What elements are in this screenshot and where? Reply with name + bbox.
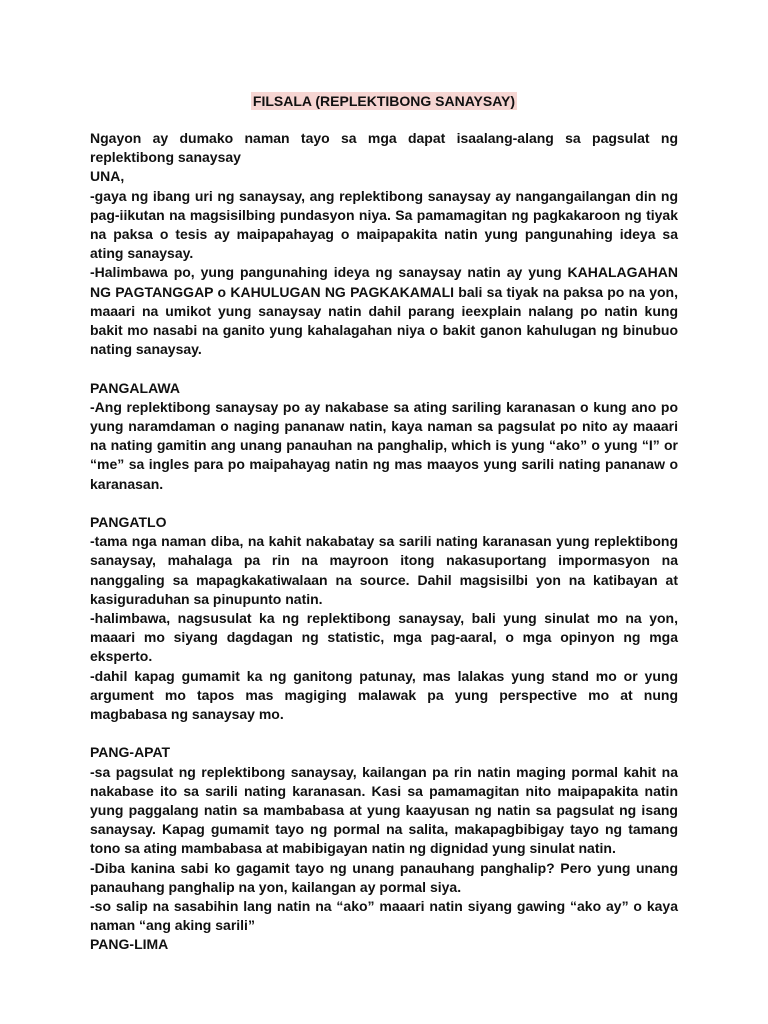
pang-apat-paragraph-1: -sa pagsulat ng replektibong sanaysay, kailangan pa rin natin maging pormal kahit na nakabase ito sa sarili nating karanasan. Kasi sa pamamagitan nito maipapakita natin yung paggalang natin sa mambabasa at yung kaayusan ng natin sa pagsulat ng isang sanaysay. Kapag gumamit tayo ng pormal na salita, makapagbibigay tayo ng tamang tono sa ating mambabasa at mabibigayan natin ng dignidad yung sinulat natin. bbox=[90, 763, 678, 857]
spacer bbox=[90, 494, 678, 513]
title-container bbox=[90, 92, 678, 111]
pangalawa-paragraph-1: -Ang replektibong sanaysay po ay nakabase sa ating sariling karanasan o kung ano po yung naramdaman o naging pananaw natin, kaya naman sa pagsulat po nito ay maaari na nating gamitin ang unang panauhan na panghalip, which is yung “ako” o yung “I” or “me” sa ingles para po maipahayag natin ng mas maayos yung sarili nating pananaw o karanasan. bbox=[90, 398, 678, 492]
section-heading-pangatlo: PANGATLO bbox=[90, 514, 167, 531]
section-heading-una: UNA, bbox=[90, 168, 125, 185]
una-paragraph-1: -gaya ng ibang uri ng sanaysay, ang replektibong sanaysay ay nangangailangan din ng pag-iikutan na magsisilbing pundasyon niya. Sa pamamagitan ng pagkakaroon ng tiyak na paksa o tesis ay maipapahayag o maipapakita natin yung pangunahing ideya sa ating sanaysay. bbox=[90, 187, 678, 262]
section-heading-pang-lima: PANG-LIMA bbox=[90, 936, 169, 953]
spacer bbox=[90, 724, 678, 743]
pangatlo-paragraph-3: -dahil kapag gumamit ka ng ganitong patunay, mas lalakas yung stand mo or yung argument mo tapos mas magiging malawak pa yung perspective mo at nung magbabasa ng sanaysay mo. bbox=[90, 667, 678, 723]
pangatlo-paragraph-1: -tama nga naman diba, na kahit nakabatay sa sarili nating karanasan yung replektibong sanaysay, mahalaga pa rin na mayroon itong nakasuportang impormasyon na nanggaling sa mapagkakatiwalaan na source. Dahil magsisilbi yon na katibayan at kasiguraduhan sa pinupunto natin. bbox=[90, 533, 678, 607]
una-paragraph-2: -Halimbawa po, yung pangunahing ideya ng sanaysay natin ay yung KAHALAGAHAN NG PAGTANGGAP o KAHULUGAN NG PAGKAKAMALI bali sa tiyak na paksa po na yon, maaari na umikot yung sanaysay natin dahil parang ieexplain nalang po natin kung bakit mo nasabi na ganito yung kahalagahan niya o bakit ganon kahulugan ng binubuo nating sanaysay. bbox=[90, 264, 678, 358]
pang-apat-paragraph-2: -Diba kanina sabi ko gagamit tayo ng unang panauhang panghalip? Pero yung unang panauhang panghalip na yon, kailangan ay pormal siya. bbox=[90, 859, 678, 895]
spacer bbox=[90, 359, 678, 378]
pangatlo-paragraph-2: -halimbawa, nagsusulat ka ng replektibong sanaysay, bali yung sinulat mo na yon, maaari mo siyang dagdagan ng statistic, mga pag-aaral, o mga opinyon ng mga eksperto. bbox=[90, 610, 678, 665]
section-heading-pang-apat: PANG-APAT bbox=[90, 744, 171, 761]
intro-paragraph: Ngayon ay dumako naman tayo sa mga dapat isaalang-alang sa pagsulat ng replektibong sanaysay bbox=[90, 130, 678, 166]
section-heading-pangalawa: PANGALAWA bbox=[90, 379, 180, 396]
document-title: FILSALA (REPLEKTIBONG SANAYSAY) bbox=[252, 93, 516, 109]
pang-apat-paragraph-3: -so salip na sasabihin lang natin na “ako” maaari natin siyang gawing “ako ay” o kaya naman “ang aking sarili” bbox=[90, 898, 678, 934]
